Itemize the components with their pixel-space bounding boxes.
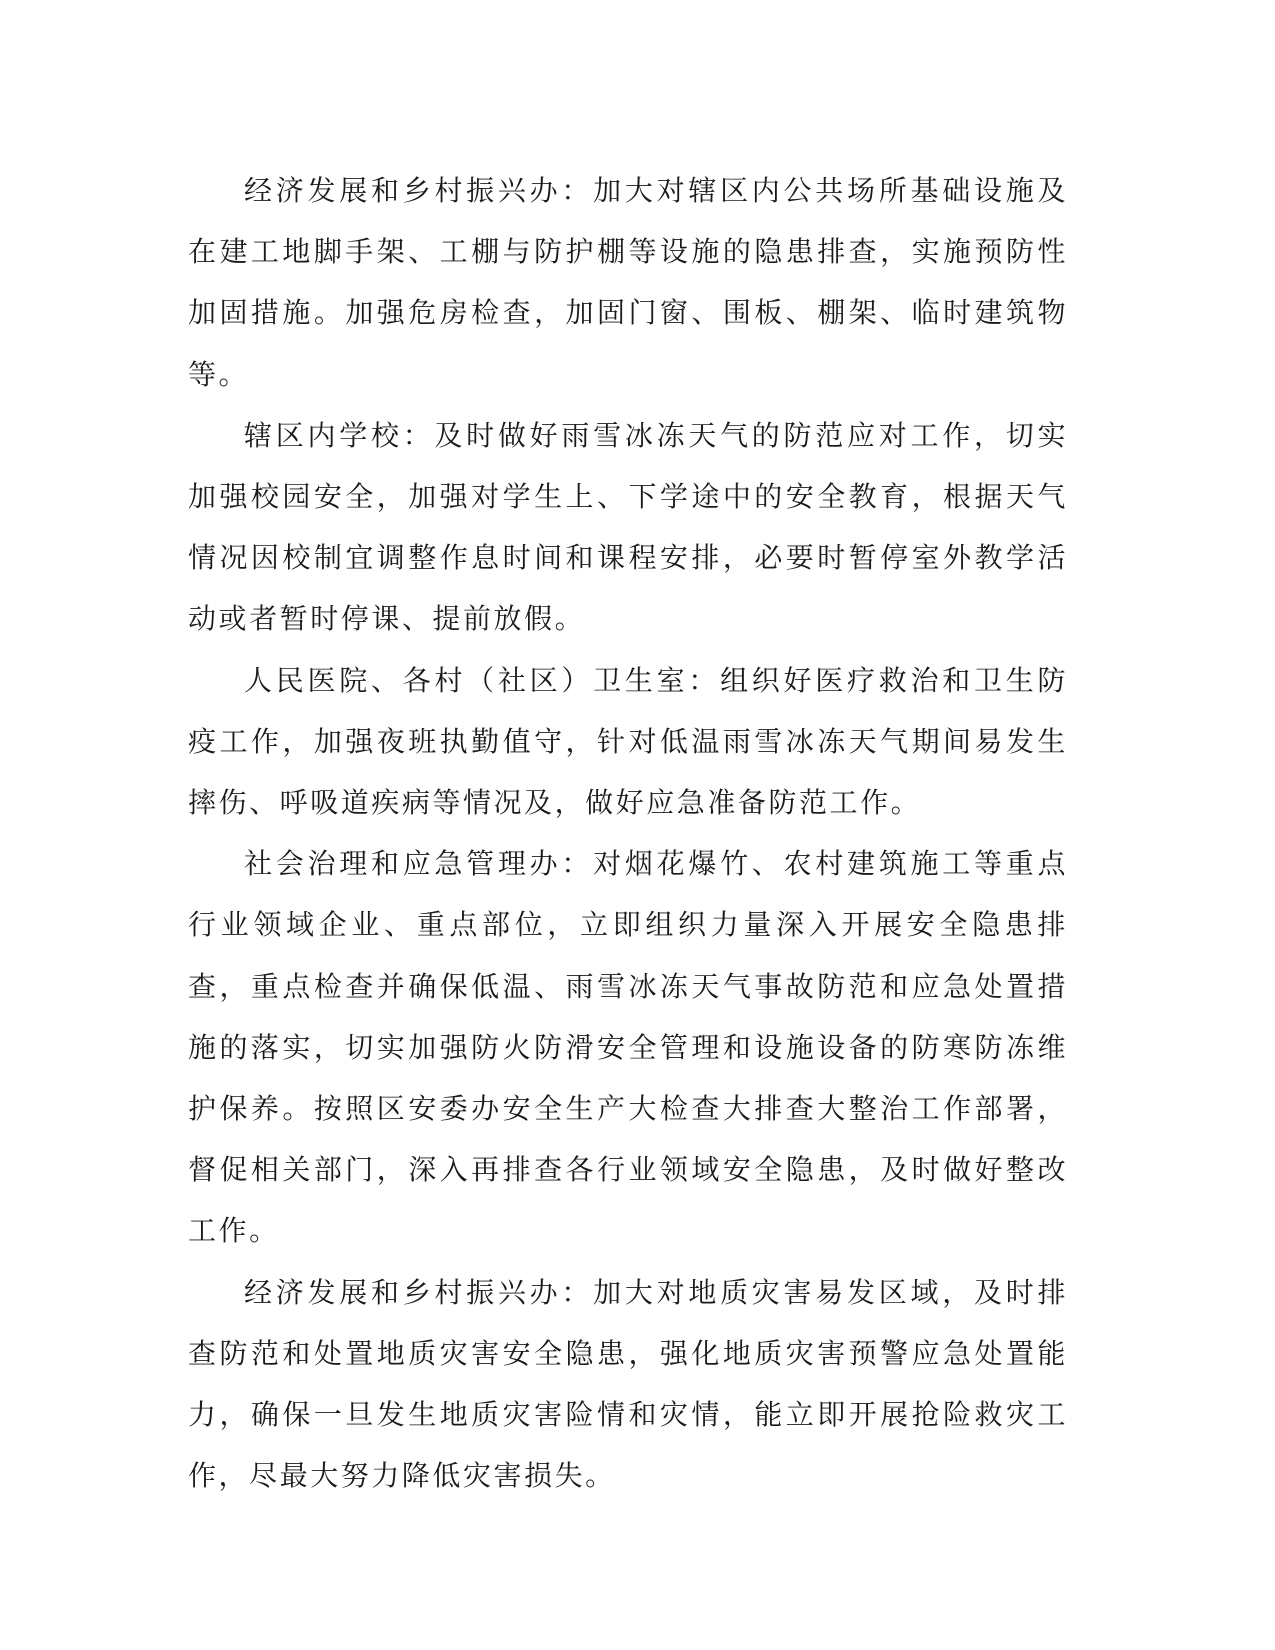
text-line: 辖区内学校：及时做好雨雪冰冻天气的防范应对工作，切实加强 <box>188 418 1068 514</box>
text-line: 办安全生产大检查大排查大整治工作部署，督促相关部门，深入再排 <box>188 1092 1069 1187</box>
paragraph-hospitals <box>188 650 1068 834</box>
text-line: 。加强危房检查，加固门窗、围板、棚架、临时建筑物等。 <box>188 296 1069 391</box>
text-line: 制宜调整作息时间和课程安排，必要时暂停室外教学活动或者暂时停 <box>188 541 1069 636</box>
paragraph-schools <box>188 405 1068 650</box>
text-line: 校园安全，加强对学生上、下学途中的安全教育，根据天气情况因校 <box>188 480 1068 575</box>
text-line: 加强防火防滑安全管理和设施设备的防寒防冻维护保养。按照区安委 <box>188 1030 1068 1126</box>
paragraph-emergency-management <box>188 833 1068 1261</box>
text-line: 课、提前放假。 <box>371 602 586 636</box>
paragraph-economic-infrastructure <box>188 160 1068 405</box>
text-line: 作，加强夜班执勤值守，针对低温雨雪冰冻天气期间易发生摔伤、呼 <box>188 724 1068 820</box>
text-line: 经济发展和乡村振兴办：加大对地质灾害易发区域，及时排查防 <box>188 1275 1068 1370</box>
text-line: 查并确保低温、雨雪冰冻天气事故防范和应急处置措施的落实，切实 <box>188 969 1068 1064</box>
text-line: 经济发展和乡村振兴办：加大对辖区内公共场所基础设施及在建 <box>188 174 1068 269</box>
text-line: 人民医院、各村（社区）卫生室：组织好医疗救治和卫生防疫工 <box>188 663 1068 758</box>
text-line: 范和处置地质灾害安全隐患，强化地质灾害预警应急处置能力，确保 <box>188 1336 1068 1432</box>
text-line: 社会治理和应急管理办：对烟花爆竹、农村建筑施工等重点行业 <box>188 847 1068 942</box>
paragraph-geological-hazards <box>188 1262 1068 1507</box>
text-line: 查各行业领域安全隐患，及时做好整改工作。 <box>188 1153 1068 1248</box>
text-line: 工地脚手架、工棚与防护棚等设施的隐患排查，实施预防性加固措施 <box>188 235 1068 330</box>
text-line: 领域企业、重点部位，立即组织力量深入开展安全隐患排查，重点检 <box>188 908 1068 1003</box>
text-line: 力降低灾害损失。 <box>371 1459 616 1493</box>
document-body <box>188 160 1068 1506</box>
text-line: 吸道疾病等情况及，做好应急准备防范工作。 <box>310 786 922 820</box>
text-line: 一旦发生地质灾害险情和灾情，能立即开展抢险救灾工作，尽最大努 <box>188 1398 1069 1493</box>
